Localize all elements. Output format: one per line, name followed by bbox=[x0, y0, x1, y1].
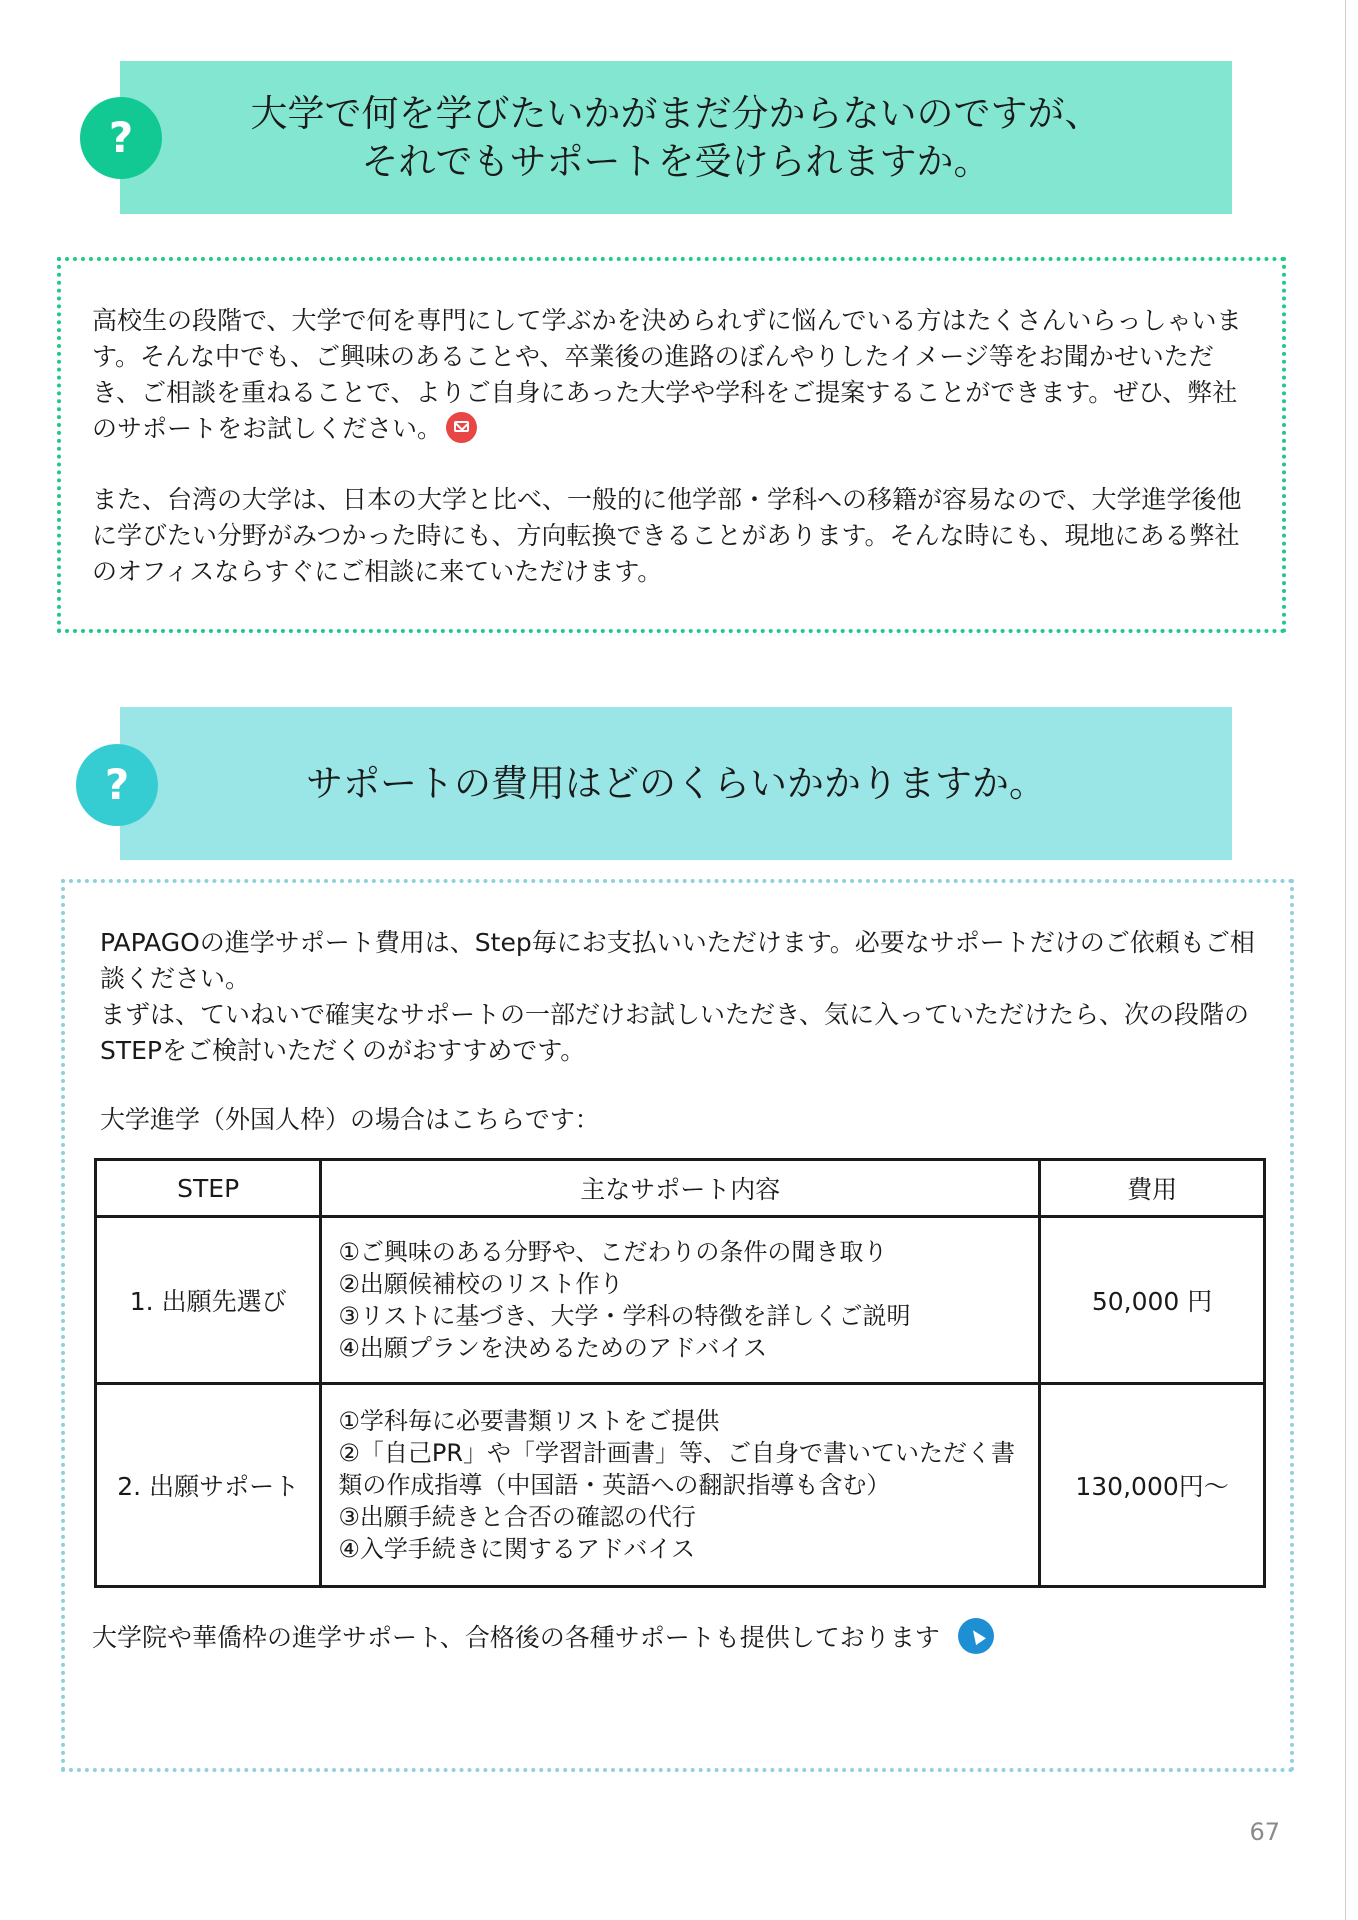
mail-icon[interactable] bbox=[446, 412, 477, 443]
table-cell-step: 2. 出願サポート bbox=[96, 1384, 321, 1587]
faq2-question-title: サポートの費用はどのくらいかかりますか。 bbox=[306, 761, 1046, 805]
page-number: 67 bbox=[1249, 1818, 1280, 1846]
footer-note-text: 大学院や華僑枠の進学サポート、合格後の各種サポートも提供しております bbox=[92, 1623, 940, 1652]
question-mark-icon: ? bbox=[76, 744, 158, 826]
faq2-intro-text: PAPAGOの進学サポート費用は、Step毎にお支払いいただけます。必要なサポートだけのご依頼もご相談ください。 まずは、ていねいで確実なサポートの一部だけお試しいただき、気に入っていただけたら、次の段階のSTEPをご検討いただくのがおすすめです。 bbox=[100, 928, 1255, 1065]
question-mark-icon: ? bbox=[80, 97, 162, 179]
table-cell-content: ①ご興味のある分野や、こだわりの条件の聞き取り ②出願候補校のリスト作り ③リストに基づき、大学・学科の特徴を詳しくご説明 ④出願プランを決めるためのアドバイス bbox=[321, 1217, 1040, 1384]
table-header-row bbox=[96, 1160, 1265, 1217]
table-row bbox=[96, 1217, 1265, 1384]
table-cell-step: 1. 出願先選び bbox=[96, 1217, 321, 1384]
faq1-answer-text-1: 高校生の段階で、大学で何を専門にして学ぶかを決められずに悩んでいる方はたくさんいらっしゃいます。そんな中でも、ご興味のあることや、卒業後の進路のぼんやりしたイメージ等をお聞かせいただき、ご相談を重ねることで、よりご自身にあった大学や学科をご提案することができます。ぜひ、弊社のサポートをお試しください。 bbox=[92, 306, 1242, 443]
cursor-click-icon[interactable] bbox=[958, 1618, 994, 1654]
table-header-fee: 費用 bbox=[1040, 1160, 1265, 1217]
page-edge-line bbox=[1345, 0, 1346, 1920]
faq1-answer-paragraph-2: また、台湾の大学は、日本の大学と比べ、一般的に他学部・学科への移籍が容易なので、大学進学後他に学びたい分野がみつかった時にも、方向転換できることがあります。そんな時にも、現地にある弊社のオフィスならすぐにご相談に来ていただけます。 bbox=[92, 485, 1242, 586]
table-cell-content: ①学科毎に必要書類リストをご提供 ②「自己PR」や「学習計画書」等、ご自身で書いていただく書類の作成指導（中国語・英語への翻訳指導も含む） ③出願手続きと合否の確認の代行 ④入学手続きに関するアドバイス bbox=[321, 1384, 1040, 1587]
table-header-step: STEP bbox=[96, 1160, 321, 1217]
faq2-case-label: 大学進学（外国人枠）の場合はこちらです： bbox=[100, 1105, 600, 1134]
table-cell-fee: 50,000 円 bbox=[1040, 1217, 1265, 1384]
table-row bbox=[96, 1384, 1265, 1587]
faq1-question-title: 大学で何を学びたいかがまだ分からないのですが、 それでもサポートを受けられますか。 bbox=[250, 91, 1102, 183]
table-cell-fee: 130,000円～ bbox=[1040, 1384, 1265, 1587]
faq2-question-banner bbox=[120, 707, 1232, 860]
faq1-question-banner bbox=[120, 61, 1232, 214]
table-header-content: 主なサポート内容 bbox=[321, 1160, 1040, 1217]
support-fee-table bbox=[94, 1158, 1266, 1588]
faq1-answer-paragraph-1 bbox=[92, 303, 1258, 447]
faq2-footer-note bbox=[92, 1618, 1262, 1656]
